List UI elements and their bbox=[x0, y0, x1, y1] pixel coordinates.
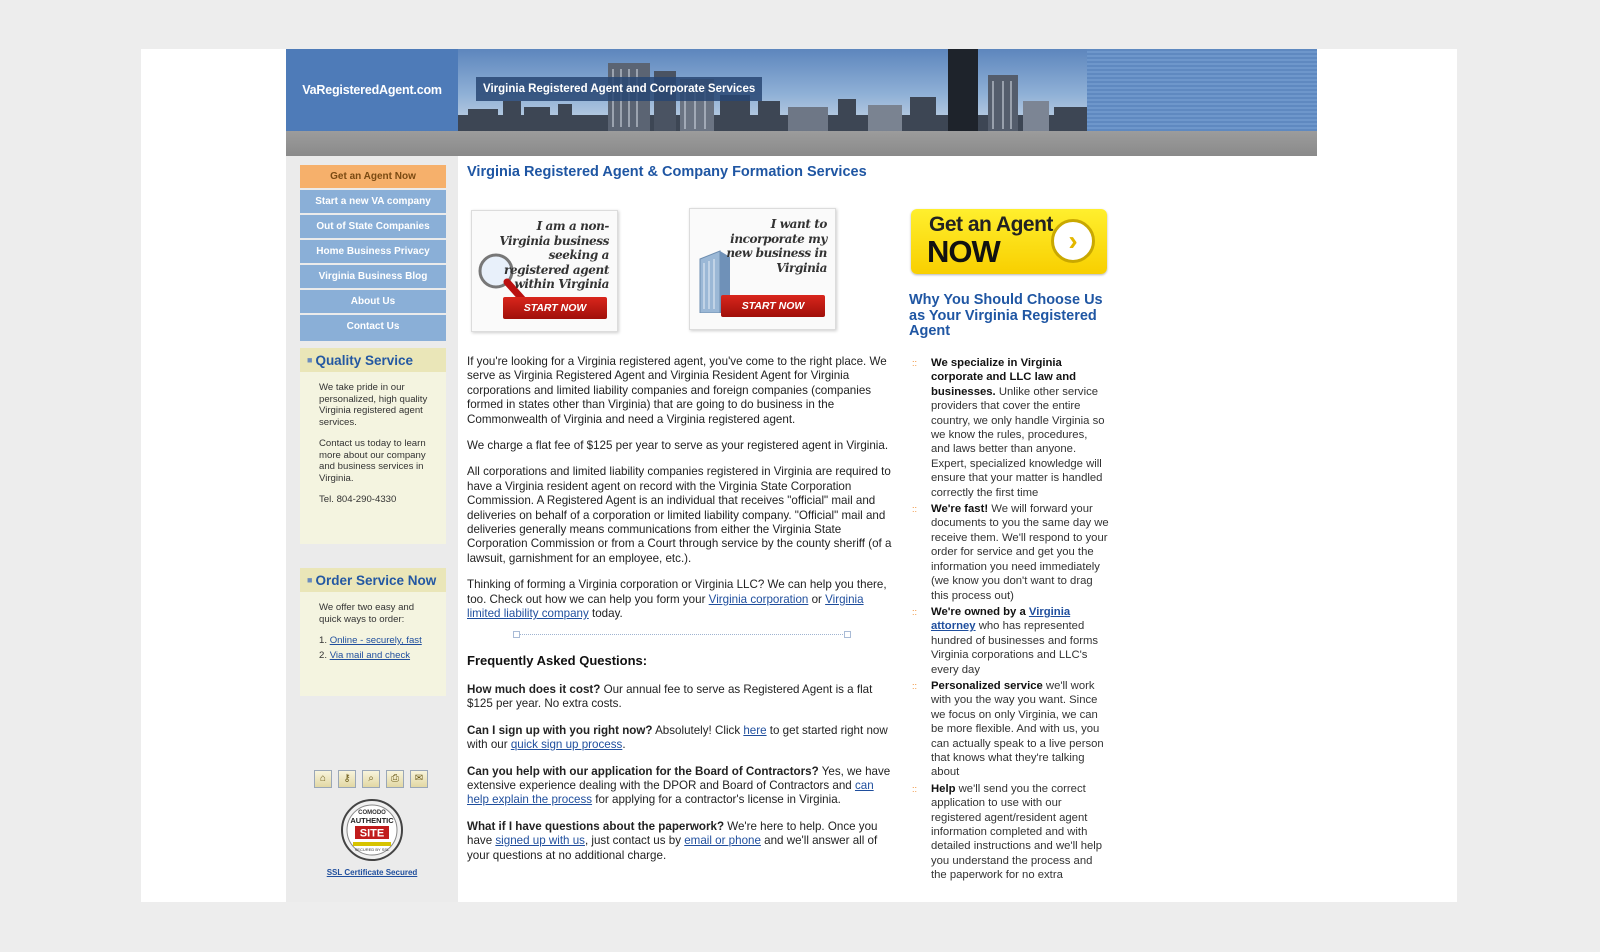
virginia-attorney-link[interactable]: Virginia attorney bbox=[931, 605, 1071, 633]
faq-answer: for applying for a contractor's license in Virginia. bbox=[592, 793, 841, 807]
faq-question: What if I have questions about the paperwork? bbox=[467, 819, 725, 833]
faq-question: Can I sign up with you right now? bbox=[467, 723, 653, 737]
formation-paragraph bbox=[467, 578, 892, 621]
order-option-mail bbox=[319, 650, 434, 662]
bullet-icon: :: bbox=[912, 606, 918, 617]
home-icon[interactable]: ⌂ bbox=[314, 770, 332, 788]
faq-question: Can you help with our application for the Board of Contractors? bbox=[467, 764, 819, 778]
nav-get-an-agent-now[interactable]: Get an Agent Now bbox=[300, 165, 446, 188]
browser-viewport bbox=[141, 49, 1457, 902]
bullet-icon: :: bbox=[912, 783, 918, 794]
nav-home-business-privacy[interactable]: Home Business Privacy bbox=[300, 240, 446, 263]
main-body-text bbox=[467, 355, 892, 875]
intro-paragraph: If you're looking for a Virginia registered agent, you've come to the right place. We serve as Virginia Registered Agent and Virginia Resident Agent for Virginia corporations and limited liability companies and foreign companies (companies formed in states other than Virginia) that are going to do business in the Commonwealth of Virginia and need a Virginia registered agent. bbox=[467, 355, 887, 426]
fee-paragraph: We charge a flat fee of $125 per year to serve as your registered agent in Virginia. bbox=[467, 439, 889, 453]
site-header bbox=[286, 49, 1317, 131]
text-span: Thinking of forming a Virginia corporation or Virginia LLC? We can help you there, too. Check out how we can help you form your bbox=[467, 578, 887, 606]
faq-answer: We're here to help. Once you have bbox=[467, 819, 878, 848]
virginia-llc-link[interactable]: Virginia limited liability company bbox=[467, 592, 864, 621]
reason-personalized bbox=[909, 679, 1109, 780]
section-divider bbox=[517, 634, 847, 636]
reason-text: we'll work with you the way you want. Since we focus on only Virginia, we can be more flexible. And with us, you can actually speak to a live person that knows what they're talking about bbox=[931, 679, 1104, 779]
seal-text-authentic: AUTHENTIC bbox=[350, 816, 394, 825]
site-container bbox=[286, 49, 1317, 902]
faq-item-signup bbox=[467, 724, 892, 753]
quality-service-title: Quality Service bbox=[315, 353, 413, 368]
requirement-paragraph: All corporations and limited liability companies registered in Virginia are required to have a Virginia resident agent on record with the Virginia State Corporation Commission. A Registered Agent is an individual that receives "official" mail and deliveries on behalf of a corporation or limited liability company. "Official" mail and deliveries generally means communications from either the Virginia State Corporation Commission or from a Court through service by the county sheriff (of a lawsuit, garnishment for an employee, etc.). bbox=[467, 465, 892, 565]
reason-title: We specialize in Virginia corporate and LLC law and businesses. bbox=[931, 357, 1076, 398]
reason-title: We're fast! bbox=[931, 503, 989, 516]
nav-contact-us[interactable]: Contact Us bbox=[300, 315, 446, 338]
heading-bullet-icon: ■ bbox=[307, 355, 313, 365]
order-option-online bbox=[319, 635, 434, 647]
virginia-corporation-link[interactable]: Virginia corporation bbox=[708, 592, 809, 606]
bullet-icon: :: bbox=[912, 680, 918, 691]
cta-line-2: NOW bbox=[927, 234, 1000, 269]
start-now-button[interactable]: START NOW bbox=[721, 295, 825, 317]
reason-text: we'll send you the correct application to use with our registered agent/resident agent information completed and with detailed instructions and we'll help you understand the process and the paperwork for no extra bbox=[931, 782, 1103, 882]
bullet-icon: :: bbox=[912, 504, 918, 515]
faq-item-cost bbox=[467, 683, 892, 712]
arrow-right-icon: › bbox=[1051, 219, 1095, 263]
order-intro: We offer two easy and quick ways to order: bbox=[319, 602, 415, 625]
promo-text: I want to incorporate my new business in Virginia bbox=[726, 217, 827, 275]
order-service-box bbox=[300, 568, 446, 696]
bullet-icon: :: bbox=[912, 358, 918, 368]
print-icon[interactable]: ⎙ bbox=[386, 770, 404, 788]
quality-service-text: We take pride in our personalized, high quality Virginia registered agent services. bbox=[319, 382, 428, 428]
reason-title: Personalized service bbox=[931, 679, 1043, 692]
text-span: today. bbox=[588, 607, 623, 621]
faq-answer: , just contact us by bbox=[584, 834, 685, 848]
faq-answer: Yes, we have extensive experience dealing with the DPOR and Board of Contractors and bbox=[467, 764, 891, 792]
header-divider-bar bbox=[286, 131, 1317, 156]
promo-text: I am a non- Virginia business seeking a registered agent within Virginia bbox=[499, 219, 609, 291]
promo-incorporate-virginia[interactable] bbox=[689, 208, 836, 330]
reason-text: Unlike other service providers that cover the entire country, we only handle Virginia so we know the rules, procedures, and laws better than anyone. Expert, specialized knowledge will ensure that your matter is handled correctly the first time bbox=[931, 385, 1105, 499]
reason-text: who has represented hundred of businesses and forms Virginia corporations and LLC's every day bbox=[931, 620, 1099, 676]
promo-non-virginia-business[interactable] bbox=[471, 210, 618, 332]
page-title: Virginia Registered Agent & Company Formation Services bbox=[467, 164, 867, 180]
order-service-heading bbox=[300, 568, 446, 592]
nav-bottom-edge bbox=[300, 338, 446, 341]
nav-about-us[interactable]: About Us bbox=[300, 290, 446, 313]
faq-answer: Our annual fee to serve as Registered Agent is a flat $125 per year. No extra costs. bbox=[467, 682, 873, 711]
order-options bbox=[319, 635, 434, 661]
reasons-list bbox=[909, 356, 1109, 885]
nav-out-of-state-companies[interactable]: Out of State Companies bbox=[300, 215, 446, 238]
here-link[interactable]: here bbox=[743, 723, 767, 737]
signed-up-link[interactable]: signed up with us bbox=[495, 834, 585, 848]
seal-text-top: COMODO bbox=[358, 810, 386, 816]
list-number: 1. bbox=[319, 635, 328, 646]
left-sidebar bbox=[286, 156, 458, 902]
banner-caption: Virginia Registered Agent and Corporate Services bbox=[476, 77, 762, 101]
main-nav bbox=[300, 165, 446, 341]
get-an-agent-now-button[interactable] bbox=[911, 209, 1107, 274]
order-mail-link[interactable]: Via mail and check bbox=[329, 649, 411, 661]
faq-item-contractors bbox=[467, 765, 892, 808]
quick-signup-link[interactable]: quick sign up process bbox=[510, 738, 623, 752]
faq-answer: . bbox=[622, 738, 626, 752]
quality-service-body bbox=[300, 372, 446, 524]
reason-text: We will forward your documents to you the same day we receive them. We'll respond to your order for service and get you the information you need immediately (we know you don't want to drag this process out) bbox=[931, 503, 1109, 602]
reason-title: Help bbox=[931, 782, 956, 795]
heading-bullet-icon: ■ bbox=[307, 575, 313, 585]
faq-question: How much does it cost? bbox=[467, 682, 601, 696]
faq-answer: and we'll answer all of your questions at no additional charge. bbox=[467, 834, 878, 862]
key-icon[interactable]: ⚷ bbox=[338, 770, 356, 788]
site-logo[interactable]: VaRegisteredAgent.com bbox=[286, 49, 458, 131]
reason-help bbox=[909, 782, 1109, 883]
faq-answer: Absolutely! Click bbox=[652, 723, 744, 737]
order-service-title: Order Service Now bbox=[315, 573, 437, 588]
order-service-body bbox=[300, 592, 446, 672]
utility-icons bbox=[314, 770, 434, 788]
text-span: or bbox=[808, 592, 826, 606]
phone-number: Tel. 804-290-4330 bbox=[319, 494, 397, 505]
why-choose-us-heading: Why You Should Choose Us as Your Virginia Registered Agent bbox=[909, 292, 1103, 339]
nav-start-new-va-company[interactable]: Start a new VA company bbox=[300, 190, 446, 213]
faq-heading: Frequently Asked Questions: bbox=[467, 652, 648, 668]
reason-fast bbox=[909, 502, 1109, 603]
reason-attorney-owned bbox=[909, 605, 1109, 677]
mail-icon[interactable]: ✉ bbox=[410, 770, 428, 788]
explain-process-link[interactable]: can help explain the process bbox=[467, 778, 874, 807]
seal-text-site: SITE bbox=[359, 827, 385, 840]
header-banner bbox=[458, 49, 1087, 131]
start-now-button[interactable]: START NOW bbox=[503, 297, 607, 319]
reason-title: We're owned by a bbox=[931, 605, 1026, 618]
cta-line-1: Get an Agent bbox=[929, 213, 1053, 236]
nav-virginia-business-blog[interactable]: Virginia Business Blog bbox=[300, 265, 446, 288]
faq-answer: to get started right now with our bbox=[467, 723, 888, 752]
quality-service-heading bbox=[300, 348, 446, 372]
reason-specialize bbox=[909, 356, 1109, 500]
list-number: 2. bbox=[319, 649, 328, 661]
order-online-link[interactable]: Online - securely, fast bbox=[329, 635, 422, 646]
quality-service-box bbox=[300, 348, 446, 544]
search-icon[interactable]: ⌕ bbox=[362, 770, 380, 788]
email-or-phone-link[interactable]: email or phone bbox=[684, 834, 761, 848]
faq-item-paperwork bbox=[467, 820, 892, 863]
comodo-authentic-site-seal[interactable] bbox=[341, 799, 403, 861]
seal-text-bottom: SECURED BY SSL bbox=[354, 847, 390, 852]
quality-service-contact-text: Contact us today to learn more about our company and business services in Virginia. bbox=[319, 438, 426, 484]
ssl-certificate-link[interactable]: SSL Certificate Secured bbox=[326, 868, 418, 877]
